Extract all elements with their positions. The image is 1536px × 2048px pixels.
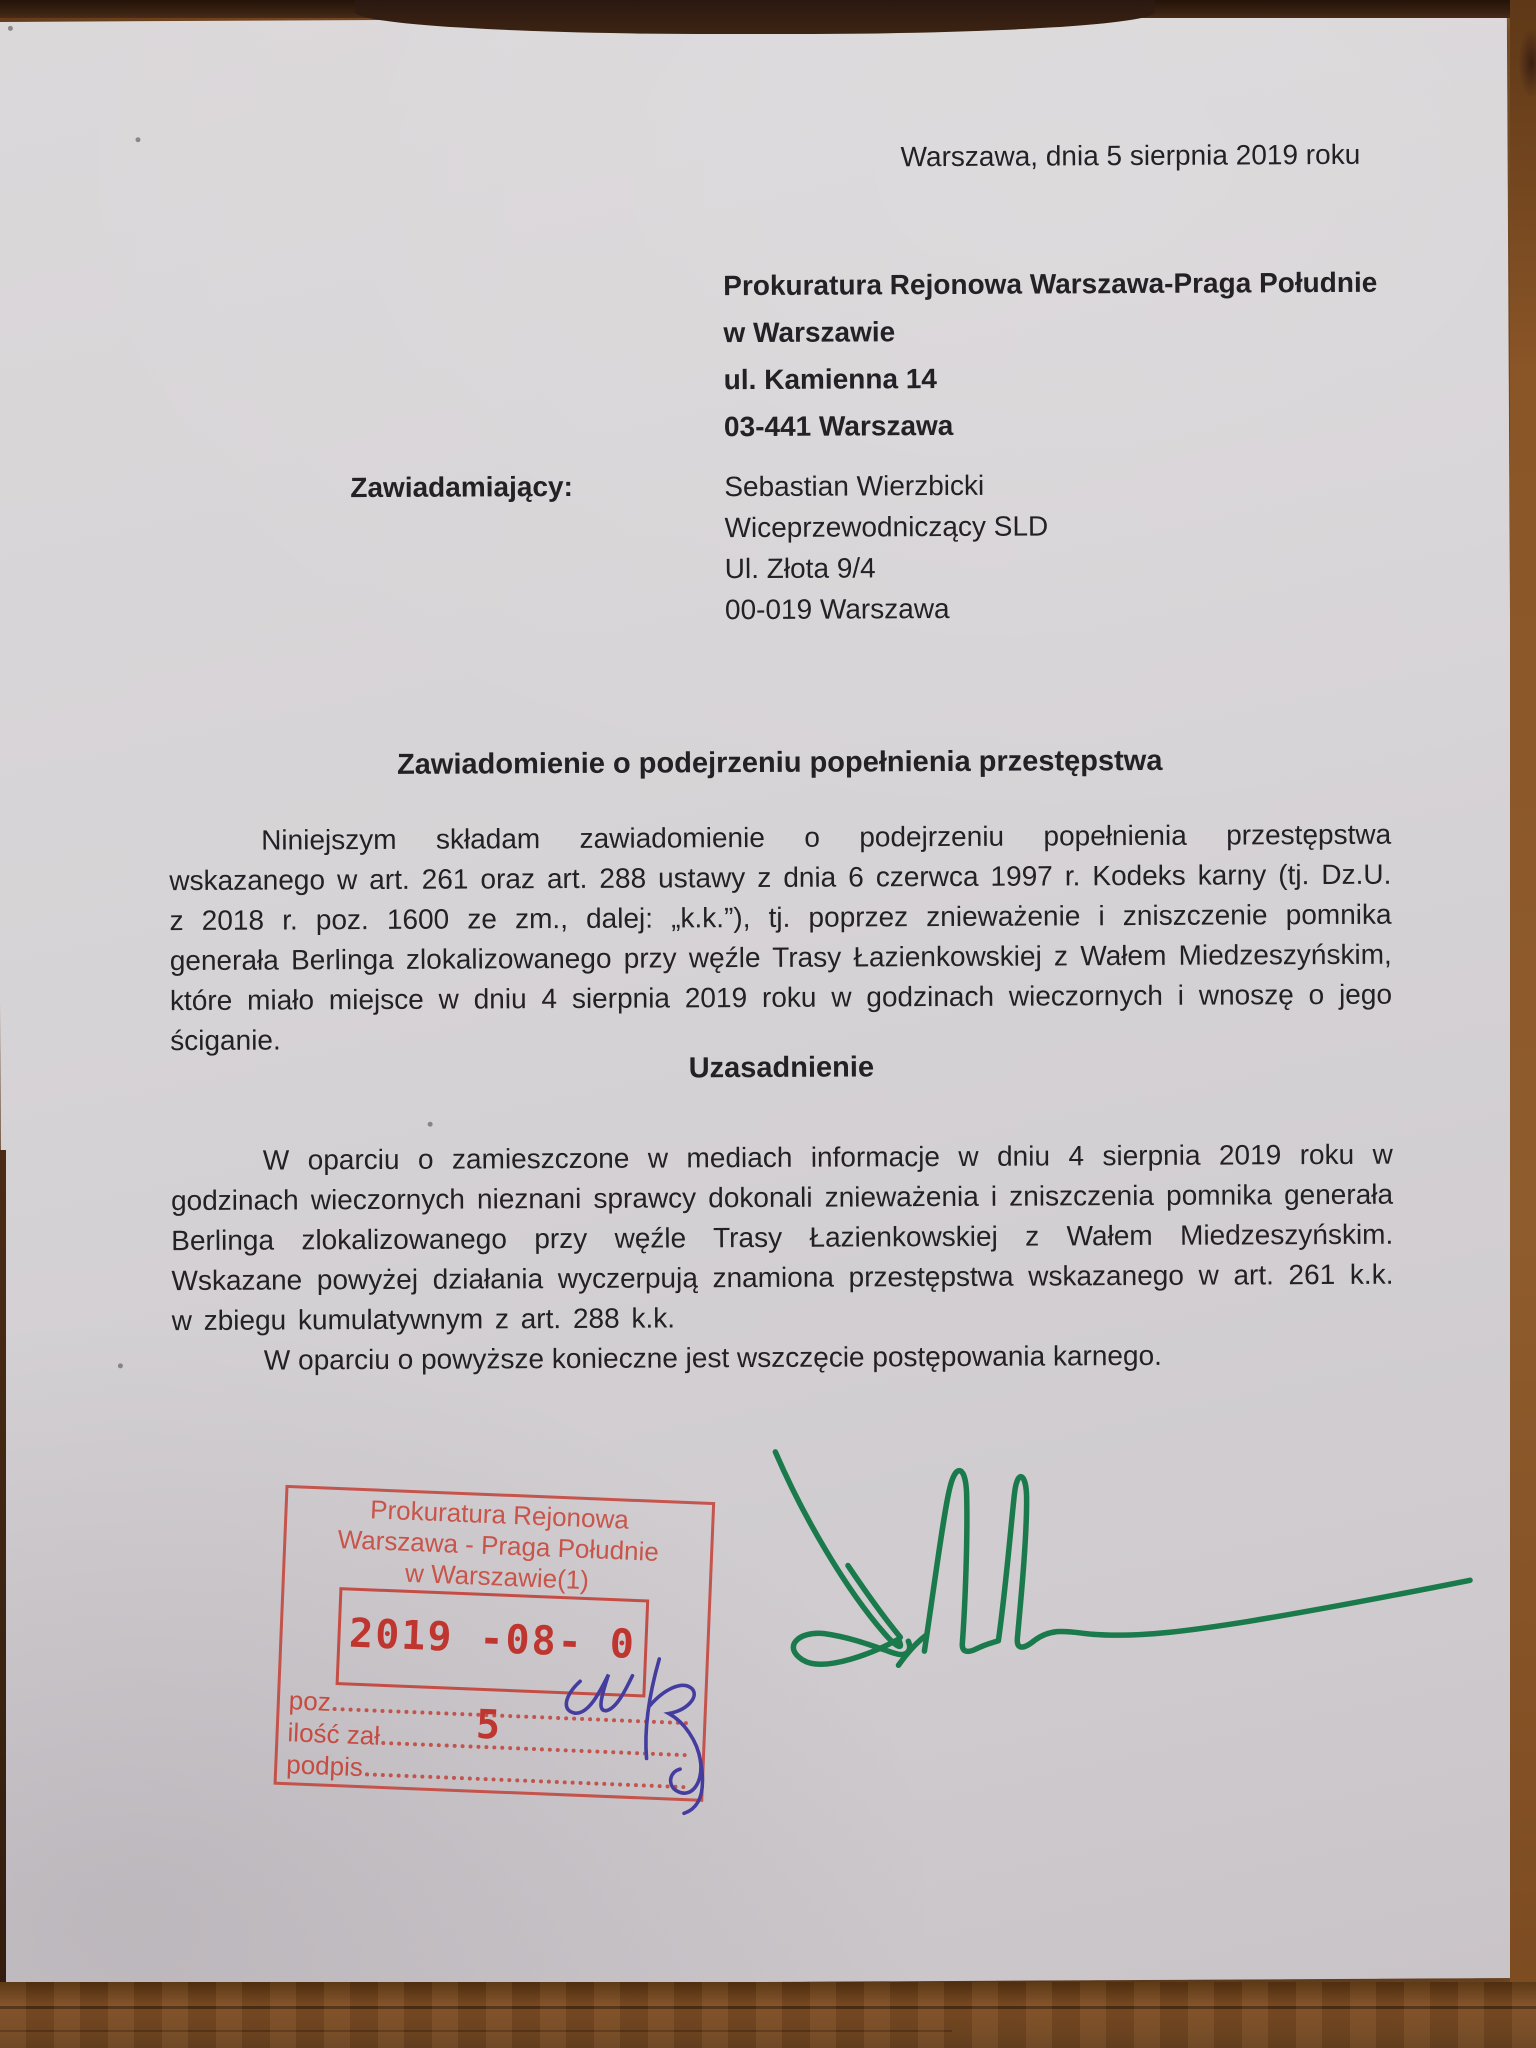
stamp-office-line: Warszawa - Praga Południe: [337, 1524, 660, 1567]
recipient-line: ul. Kamienna 14: [723, 363, 938, 396]
handwritten-signature-green: [747, 1434, 1489, 1778]
stamp-date: 2019 -08- 0 5: [348, 1610, 637, 1749]
table-wood-bottom-edge: [0, 1982, 1536, 2048]
recipient-line: Prokuratura Rejonowa Warszawa-Praga Południe: [723, 266, 1378, 302]
handwritten-initials-blue: [540, 1642, 758, 1822]
stamp-office-line: Prokuratura Rejonowa: [369, 1494, 630, 1535]
notifier-line: Wiceprzewodniczący SLD: [724, 510, 1049, 544]
paragraph-1: Niniejszym składam zawiadomienie o podejrzeniu popełnienia przestępstwa wskazanego w art. 261 oraz art. 288 ustawy z dnia 6 czerwca 1997 r. Kodeks karny (tj. Dz.U. z 2018 r. poz. 1600 ze zm., dalej: „k.k.”), tj. poprzez znieważenie i zniszczenie pomnika generała Berlinga zlokalizowanego przy węźle Trasy Łazienkowskiej z Wałem Miedzeszyńskim, które miało miejsce w dniu 4 sierpnia 2019 roku w godzinach wieczornych i wnoszę o jego ściganie.: [169, 818, 1393, 1057]
dust-speck: [135, 137, 140, 142]
notifier-line: Sebastian Wierzbicki: [724, 469, 985, 503]
notifier-block: [724, 464, 1049, 630]
stamp-field-label: ilość zał: [287, 1717, 381, 1751]
notifier-line: 00-019 Warszawa: [724, 592, 950, 626]
table-wood-right-edge: [1510, 0, 1536, 2048]
stamp-office-line: w Warszawie(1): [404, 1557, 590, 1596]
notifier-label: Zawiadamiający:: [350, 470, 573, 504]
letter-title: Zawiadomienie o podejrzeniu popełnienia przestępstwa: [396, 744, 1163, 781]
paragraph-2: W oparciu o zamieszczone w mediach informacje w dniu 4 sierpnia 2019 roku w godzinach wieczornych nieznani sprawcy dokonali znieważenia i zniszczenia pomnika generała Berlinga zlokalizowanego przy węźle Trasy Łazienkowskiej z Wałem Miedzeszyńskim. Wskazane powyżej działania wyczerpują znamiona przestępstwa wskazanego w art. 261 k.k. w zbiegu kumulatywnym z art. 288 k.k.: [170, 1138, 1394, 1337]
dust-speck: [118, 1363, 123, 1368]
wood-knot: [1514, 28, 1536, 98]
letter-sheet: [0, 14, 1517, 1986]
table-wood-left-edge: [0, 1150, 6, 1990]
section-heading: Uzasadnienie: [688, 1051, 875, 1085]
date-line: Warszawa, dnia 5 sierpnia 2019 roku: [900, 138, 1361, 173]
stamp-field-label: podpis: [285, 1749, 364, 1783]
paragraph-3: W oparciu o powyższe konieczne jest wszczęcie postępowania karnego.: [263, 1339, 1162, 1376]
recipient-line: w Warszawie: [723, 316, 896, 349]
wood-grain: [0, 1982, 1536, 2048]
dust-speck: [8, 26, 13, 31]
dust-speck: [428, 1122, 433, 1127]
notifier-line: Ul. Złota 9/4: [724, 552, 876, 585]
stamp-field-label: poz: [288, 1685, 332, 1717]
recipient-line: 03-441 Warszawa: [723, 409, 954, 443]
recipient-block: [723, 259, 1378, 450]
